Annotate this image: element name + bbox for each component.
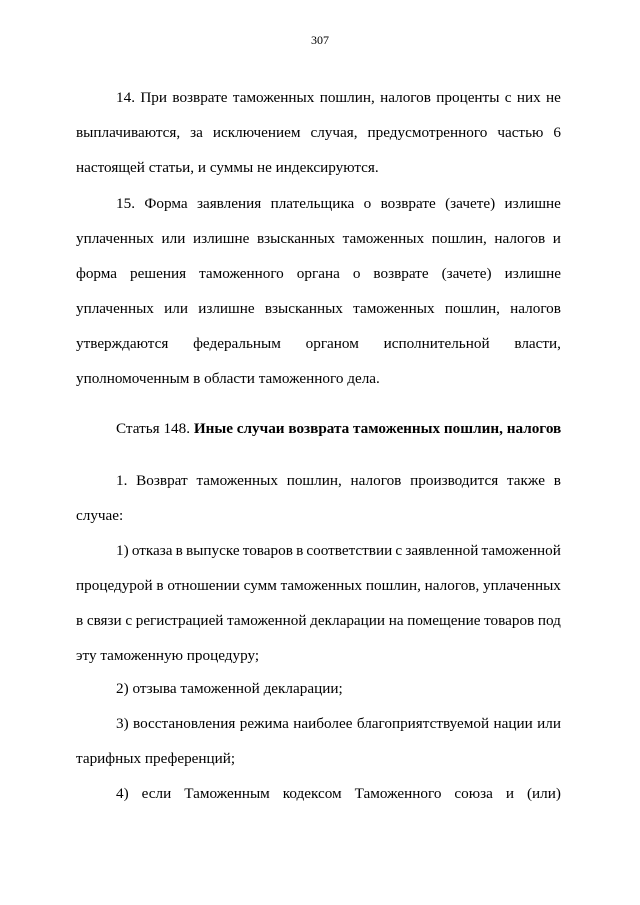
word: 4) [116, 785, 129, 802]
word: таможенных [196, 472, 278, 489]
word: налогов [380, 89, 431, 106]
word: предусмотренного [367, 124, 488, 141]
word: таможенных [280, 577, 363, 594]
word: соответствии [306, 542, 393, 559]
word: за [190, 124, 203, 141]
word: пошлин, [444, 300, 500, 317]
paragraph-15-line-6: уполномоченным в области таможенного дела. [76, 370, 380, 387]
word: под [537, 612, 561, 629]
word: производится [410, 472, 499, 489]
word: в [175, 542, 183, 559]
subitem-4-line-1 [116, 785, 561, 803]
article-title: Иные случаи возврата таможенных пошлин, налогов [193, 420, 562, 437]
subitem-1-line-1 [116, 542, 561, 560]
word: кодексом [282, 785, 342, 802]
word: пошлин, [286, 472, 342, 489]
word: (или) [526, 785, 561, 802]
word: 3) [116, 715, 129, 732]
word: декларации [310, 612, 386, 629]
paragraph-15-line-4 [76, 300, 561, 318]
word: и [505, 785, 514, 802]
subitem-1-line-4: эту таможенную процедуру; [76, 647, 260, 664]
article-number: Статья 148. [116, 420, 191, 437]
word: с [504, 89, 512, 106]
word: таможенного [199, 265, 284, 282]
word: регистрацией [135, 612, 224, 629]
word: частью [497, 124, 544, 141]
paragraph-14-line-1 [116, 89, 561, 107]
word: 1) [116, 542, 129, 559]
article-148-p1-line-1 [116, 472, 561, 490]
word: таможенной [481, 542, 561, 559]
word: власти, [514, 335, 561, 352]
word: Таможенным [184, 785, 270, 802]
word: пошлин, [365, 577, 421, 594]
word: форма [76, 265, 118, 282]
word: возврате [380, 195, 436, 212]
word: на [388, 612, 404, 629]
word: решения [130, 265, 187, 282]
word: (зачете) [445, 195, 496, 212]
word: товаров [484, 612, 535, 629]
word: утверждаются [76, 335, 169, 352]
paragraph-14-line-3: настоящей статьи, и суммы не индексируются. [76, 159, 379, 176]
word: нации [493, 715, 533, 732]
word: излишне [504, 265, 561, 282]
word: союза [454, 785, 493, 802]
word: о [363, 195, 372, 212]
word: них [516, 89, 541, 106]
article-heading [116, 420, 561, 438]
word: заявления [196, 195, 262, 212]
word: Возврат [136, 472, 188, 489]
word: Таможенного [354, 785, 442, 802]
paragraph-15-line-5 [76, 335, 561, 353]
word: излишне [504, 195, 561, 212]
word: пошлин, [431, 230, 487, 247]
word: уплаченных [76, 230, 154, 247]
word: уплаченных [76, 300, 154, 317]
word: уплаченных [483, 577, 561, 594]
paragraph-15-line-3 [76, 265, 561, 283]
word: возврате [172, 89, 228, 106]
word: федеральным [193, 335, 281, 352]
word: также [506, 472, 545, 489]
word: таможенных [342, 230, 425, 247]
word: проценты [436, 89, 500, 106]
word: в [296, 542, 304, 559]
word: товаров [242, 542, 293, 559]
word: помещение [407, 612, 481, 629]
paragraph-14-line-2 [76, 124, 561, 142]
word: таможенных [232, 89, 315, 106]
word: выпуске [186, 542, 240, 559]
subitem-1-line-3 [76, 612, 561, 630]
word: 6 [553, 124, 561, 141]
word: и [552, 230, 561, 247]
subitem-2-line-1: 2) отзыва таможенной декларации; [116, 680, 343, 697]
word: излишне [198, 300, 255, 317]
word: налогов, [424, 577, 480, 594]
word: в [76, 612, 84, 629]
word: с [125, 612, 133, 629]
word: благоприятствуемой [356, 715, 490, 732]
word: отказа [131, 542, 173, 559]
word: взысканных [256, 230, 336, 247]
word: органа [296, 265, 340, 282]
word: При [140, 89, 168, 106]
word: пошлин, [319, 89, 375, 106]
word: восстановления [133, 715, 236, 732]
word: возврате [373, 265, 429, 282]
word: исключением [212, 124, 301, 141]
word: или [164, 300, 188, 317]
word: наиболее [293, 715, 353, 732]
paragraph-15-line-2 [76, 230, 561, 248]
word: таможенной [227, 612, 307, 629]
word: органом [305, 335, 359, 352]
word: 1. [116, 472, 128, 489]
subitem-1-line-2 [76, 577, 561, 595]
word: если [141, 785, 172, 802]
word: 15. [116, 195, 135, 212]
word: таможенных [353, 300, 435, 317]
word: налогов [494, 230, 546, 247]
word: исполнительной [383, 335, 490, 352]
subitem-3-line-1 [116, 715, 561, 733]
subitem-3-line-2: тарифных преференций; [76, 750, 236, 767]
word: отношении [167, 577, 240, 594]
word: или [161, 230, 186, 247]
word: с [395, 542, 403, 559]
word: о [352, 265, 361, 282]
paragraph-15-line-1 [116, 195, 561, 213]
article-148-p1-line-2: случае: [76, 507, 124, 524]
word: (зачете) [441, 265, 492, 282]
word: плательщика [270, 195, 355, 212]
word: режима [239, 715, 289, 732]
word: процедурой [76, 577, 153, 594]
word: 14. [116, 89, 135, 106]
word: Форма [144, 195, 188, 212]
word: или [537, 715, 561, 732]
word: заявленной [405, 542, 479, 559]
word: в [156, 577, 164, 594]
page-number: 307 [311, 33, 329, 47]
word: случая, [310, 124, 358, 141]
word: сумм [243, 577, 277, 594]
word: налогов [350, 472, 402, 489]
word: не [546, 89, 561, 106]
word: выплачиваются, [76, 124, 181, 141]
word: в [553, 472, 561, 489]
word: налогов [510, 300, 561, 317]
word: излишне [192, 230, 250, 247]
word: взысканных [264, 300, 343, 317]
word: связи [86, 612, 122, 629]
